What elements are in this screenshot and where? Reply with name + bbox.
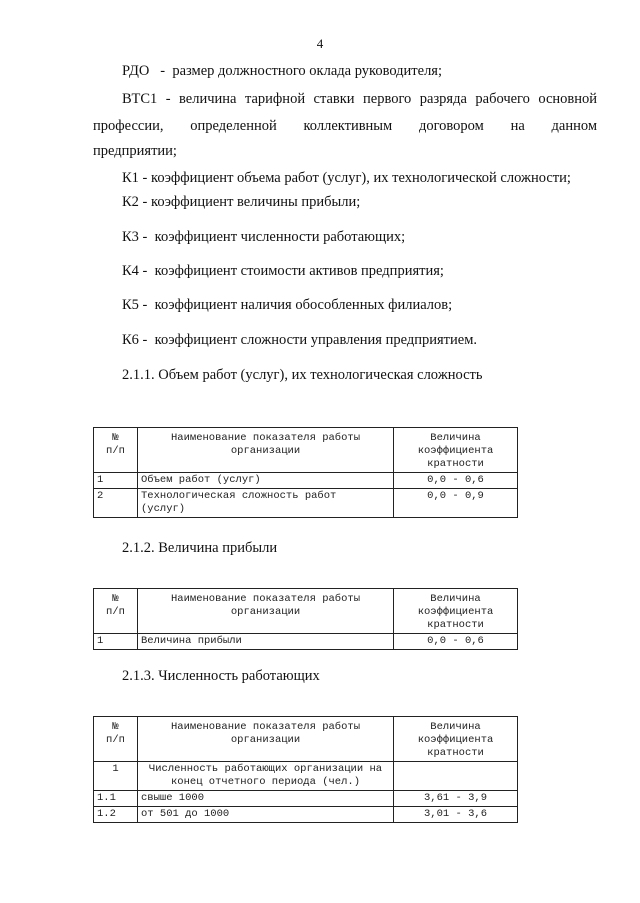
page-number: 4 [316,36,324,51]
cell-value: 3,01 - 3,6 [394,807,518,823]
definition-abbr: РДО [122,63,150,79]
definition-vts1: ВТС1 - величина тарифной ставки первого разряда рабочего основной [122,91,598,107]
cell-value: 0,0 - 0,9 [394,489,518,518]
cell-value [394,762,518,791]
cell-value: 0,0 - 0,6 [394,473,518,489]
table-row [94,807,518,823]
table-employees [93,716,518,823]
cell-name: от 501 до 1000 [138,807,394,823]
section-heading-employees: 2.1.3. Численность работающих [122,668,320,684]
section-heading-work-volume: 2.1.1. Объем работ (услуг), их технологическая сложность [122,367,483,383]
table-row [94,762,518,791]
definition-k3: К3 - коэффициент численности работающих; [122,229,406,245]
table-row [94,791,518,807]
cell-name: свыше 1000 [138,791,394,807]
cell-value: 3,61 - 3,9 [394,791,518,807]
definition-k6: К6 - коэффициент сложности управления предприятием. [122,332,478,348]
cell-num: 1.2 [94,807,138,823]
definition-vts1-continuation-2: предприятии; [93,143,177,159]
section-heading-profit: 2.1.2. Величина прибыли [122,540,278,556]
header-num: № п/п [94,717,138,762]
header-num: № п/п [94,589,138,634]
cell-num: 1 [94,762,138,791]
table-row [94,473,518,489]
cell-num: 1 [94,634,138,650]
table-profit [93,588,518,650]
table-header-row [94,589,518,634]
cell-value: 0,0 - 0,6 [394,634,518,650]
cell-name: Величина прибыли [138,634,394,650]
header-value: Величина коэффициента кратности [394,589,518,634]
table-header-row [94,428,518,473]
header-name: Наименование показателя работы организации [138,428,394,473]
table-row [94,489,518,518]
cell-num: 2 [94,489,138,518]
table-header-row [94,717,518,762]
definition-k2: К2 - коэффициент величины прибыли; [122,194,361,210]
header-num: № п/п [94,428,138,473]
table-row [94,634,518,650]
header-value: Величина коэффициента кратности [394,428,518,473]
definition-rdo: РДО - размер должностного оклада руководителя; [122,63,443,79]
cell-name: Технологическая сложность работ (услуг) [138,489,394,518]
cell-name: Численность работающих организации на конец отчетного периода (чел.) [138,762,394,791]
definition-k4: К4 - коэффициент стоимости активов предприятия; [122,263,444,279]
cell-num: 1 [94,473,138,489]
cell-num: 1.1 [94,791,138,807]
header-name: Наименование показателя работы организации [138,589,394,634]
definition-vts1-continuation: профессии, определенной коллективным договором на данном [93,118,597,134]
table-work-volume [93,427,518,518]
definition-k1: К1 - коэффициент объема работ (услуг), их технологической сложности; [122,170,571,186]
header-value: Величина коэффициента кратности [394,717,518,762]
definition-k5: К5 - коэффициент наличия обособленных филиалов; [122,297,453,313]
cell-name: Объем работ (услуг) [138,473,394,489]
definition-text: размер должностного оклада руководителя; [172,63,443,79]
header-name: Наименование показателя работы организации [138,717,394,762]
